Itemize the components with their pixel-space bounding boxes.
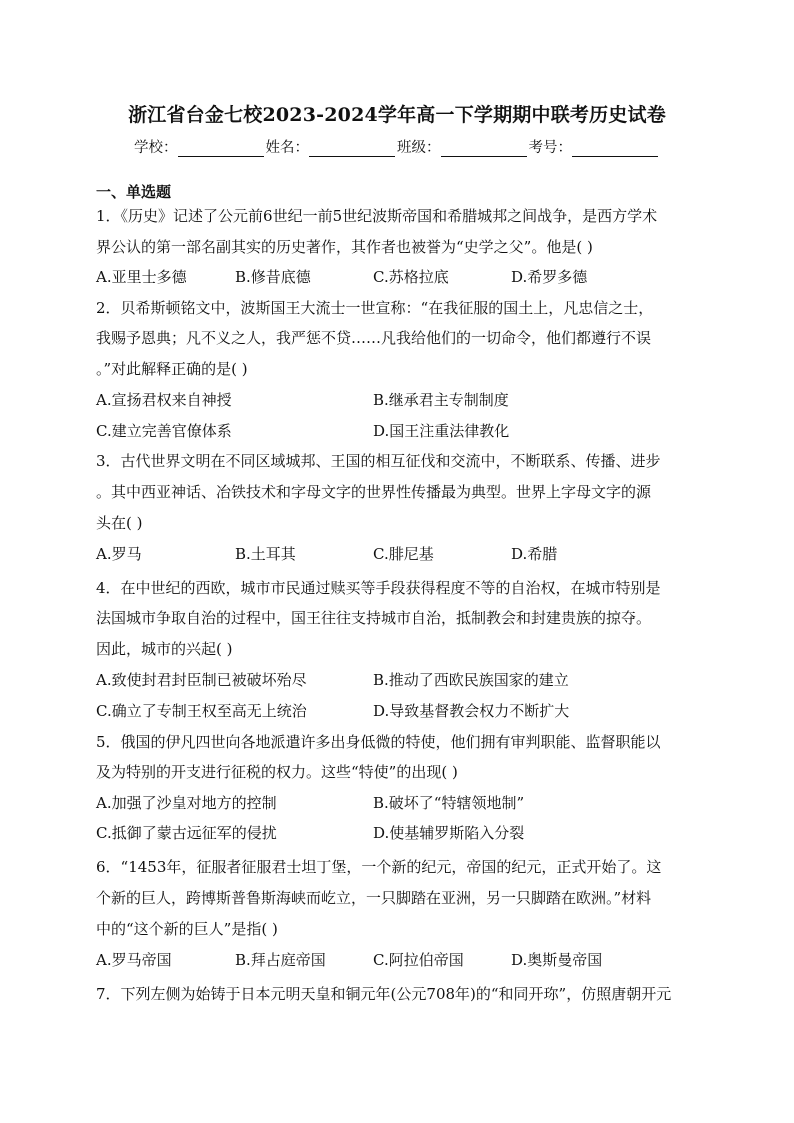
q5-option-d[interactable]: D.使基辅罗斯陷入分裂	[373, 824, 525, 842]
q4-option-c[interactable]: C.确立了专制王权至高无上统治	[96, 702, 307, 720]
q1-line-1: 1．《历史》记述了公元前6世纪一前5世纪波斯帝国和希腊城邦之间战争，是西方学术	[96, 207, 658, 225]
q3-option-a[interactable]: A.罗马	[96, 545, 142, 563]
q5-option-b[interactable]: B.破坏了“特辖领地制”	[373, 794, 525, 812]
q6-line-2: 个新的巨人，跨博斯普鲁斯海峡而屹立，一只脚踏在亚洲，另一只脚踏在欧洲。”材料	[96, 889, 652, 907]
q3-option-c[interactable]: C.腓尼基	[373, 545, 434, 563]
q4-option-a[interactable]: A.致使封君封臣制已被破坏殆尽	[96, 671, 307, 689]
q1-option-c[interactable]: C.苏格拉底	[373, 268, 449, 286]
q2-line-3: 。”对此解释正确的是( )	[96, 360, 248, 378]
q2-line-2: 我赐予恩典；凡不义之人，我严惩不贷……凡我给他们的一切命令，他们都遵行不误	[96, 329, 652, 347]
q7-line-1: 7．下列左侧为始铸于日本元明天皇和铜元年(公元708年)的“和同开珎”，仿照唐朝开元	[96, 985, 672, 1003]
field-school-blank[interactable]	[178, 140, 264, 157]
q6-option-d[interactable]: D.奥斯曼帝国	[511, 951, 603, 969]
field-class-blank[interactable]	[441, 140, 527, 157]
q1-option-d[interactable]: D.希罗多德	[511, 268, 588, 286]
q3-option-d[interactable]: D.希腊	[511, 545, 558, 563]
exam-title: 浙江省台金七校2023-2024学年高一下学期期中联考历史试卷	[128, 104, 666, 126]
field-id-label: 考号：	[528, 140, 572, 156]
q4-line-1: 4．在中世纪的西欧，城市市民通过赎买等手段获得程度不等的自治权，在城市特别是	[96, 579, 661, 597]
q1-line-2: 界公认的第一部名副其实的历史著作，其作者也被誉为“史学之父”。他是( )	[96, 238, 593, 256]
q1-option-a[interactable]: A.亚里士多德	[96, 268, 187, 286]
field-school-label: 学校：	[134, 140, 178, 156]
q4-option-d[interactable]: D.导致基督教会权力不断扩大	[373, 702, 570, 720]
q6-option-a[interactable]: A.罗马帝国	[96, 951, 172, 969]
q4-line-3: 因此，城市的兴起( )	[96, 640, 233, 658]
q5-option-c[interactable]: C.抵御了蒙古远征军的侵扰	[96, 824, 277, 842]
field-class-label: 班级：	[397, 140, 441, 156]
q5-option-a[interactable]: A.加强了沙皇对地方的控制	[96, 794, 277, 812]
field-name-label: 姓名：	[265, 140, 309, 156]
q3-line-2: 。其中西亚神话、冶铁技术和字母文字的世界性传播最为典型。世界上字母文字的源	[96, 483, 652, 501]
section-heading: 一、单选题	[96, 183, 172, 201]
q2-option-b[interactable]: B.继承君主专制制度	[373, 391, 509, 409]
q4-option-b[interactable]: B.推动了西欧民族国家的建立	[373, 671, 569, 689]
q1-option-b[interactable]: B.修昔底德	[235, 268, 311, 286]
q4-line-2: 法国城市争取自治的过程中，国王往往支持城市自治，抵制教会和封建贵族的掠夺。	[96, 609, 652, 627]
q3-line-1: 3．古代世界文明在不同区域城邦、王国的相互征伐和交流中，不断联系、传播、进步	[96, 452, 661, 470]
q2-option-c[interactable]: C.建立完善官僚体系	[96, 422, 232, 440]
q5-line-1: 5．俄国的伊凡四世向各地派遣许多出身低微的特使，他们拥有审判职能、监督职能以	[96, 733, 661, 751]
q2-option-a[interactable]: A.宣扬君权来自神授	[96, 391, 232, 409]
q6-option-c[interactable]: C.阿拉伯帝国	[373, 951, 464, 969]
q3-line-3: 头在( )	[96, 514, 143, 532]
q6-line-3: 中的“这个新的巨人”是指( )	[96, 920, 278, 938]
q2-option-d[interactable]: D.国王注重法律教化	[373, 422, 510, 440]
field-name-blank[interactable]	[309, 140, 395, 157]
student-info-row	[0, 136, 794, 157]
q5-line-2: 及为特别的开支进行征税的权力。这些“特使”的出现( )	[96, 763, 458, 781]
q2-line-1: 2．贝希斯顿铭文中，波斯国王大流士一世宣称：“在我征服的国土上，凡忠信之士，	[96, 299, 654, 317]
q6-option-b[interactable]: B.拜占庭帝国	[235, 951, 326, 969]
field-id-blank[interactable]	[572, 140, 658, 157]
q6-line-1: 6．“1453年，征服者征服君士坦丁堡，一个新的纪元，帝国的纪元，正式开始了。这	[96, 858, 662, 876]
q3-option-b[interactable]: B.土耳其	[235, 545, 296, 563]
